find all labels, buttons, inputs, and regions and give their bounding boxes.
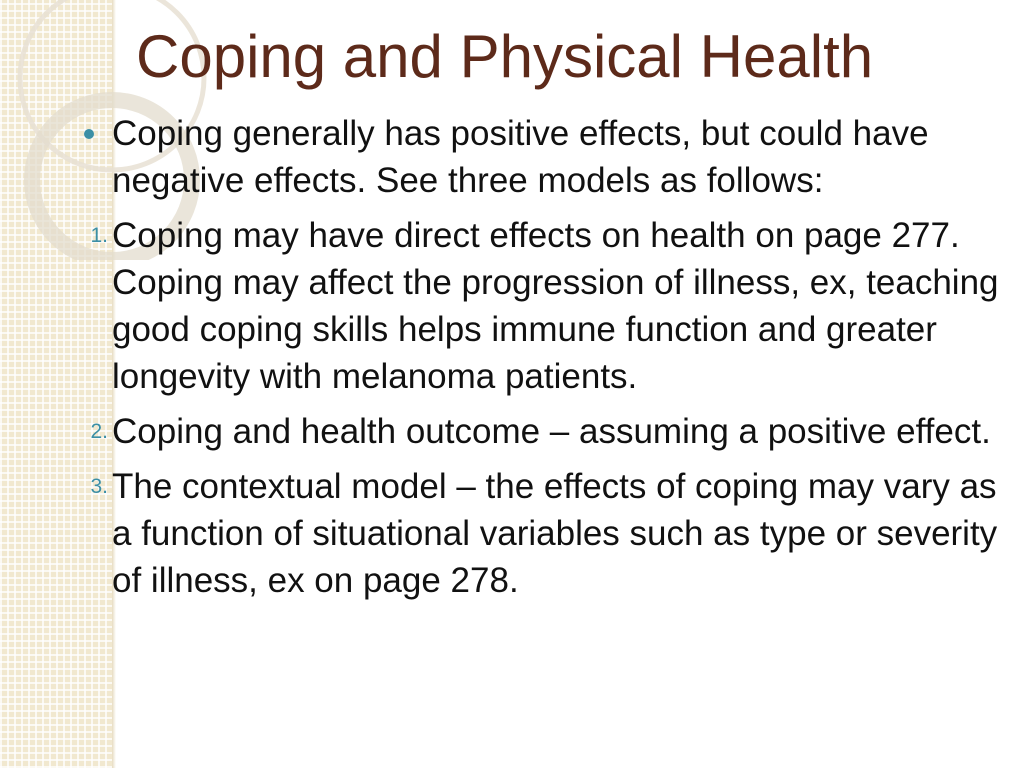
- numbered-item-text: The contextual model – the effects of coping may vary as a function of situational variables such as type or severity of illness, ex on page 278.: [112, 467, 998, 600]
- slide-title: Coping and Physical Health: [136, 23, 874, 90]
- numbered-item-text: Coping may have direct effects on health on page 277. Coping may affect the progression of illness, ex, teaching good coping skills helps immune function and greater longevity with melanoma patients.: [112, 216, 999, 396]
- bullet-item: [66, 110, 1006, 204]
- numbered-item-text: Coping and health outcome – assuming a positive effect.: [112, 412, 991, 451]
- number-marker: 2.: [90, 420, 108, 443]
- numbered-item: [66, 212, 1006, 400]
- slide-body: [66, 110, 1006, 604]
- numbered-item: [66, 463, 1006, 604]
- numbered-item: [66, 408, 1006, 455]
- number-marker: 1.: [90, 224, 108, 247]
- bullet-dot-icon: [84, 129, 94, 139]
- bullet-text: Coping generally has positive effects, but could have negative effects. See three models as follows:: [112, 114, 929, 200]
- number-marker: 3.: [90, 475, 108, 498]
